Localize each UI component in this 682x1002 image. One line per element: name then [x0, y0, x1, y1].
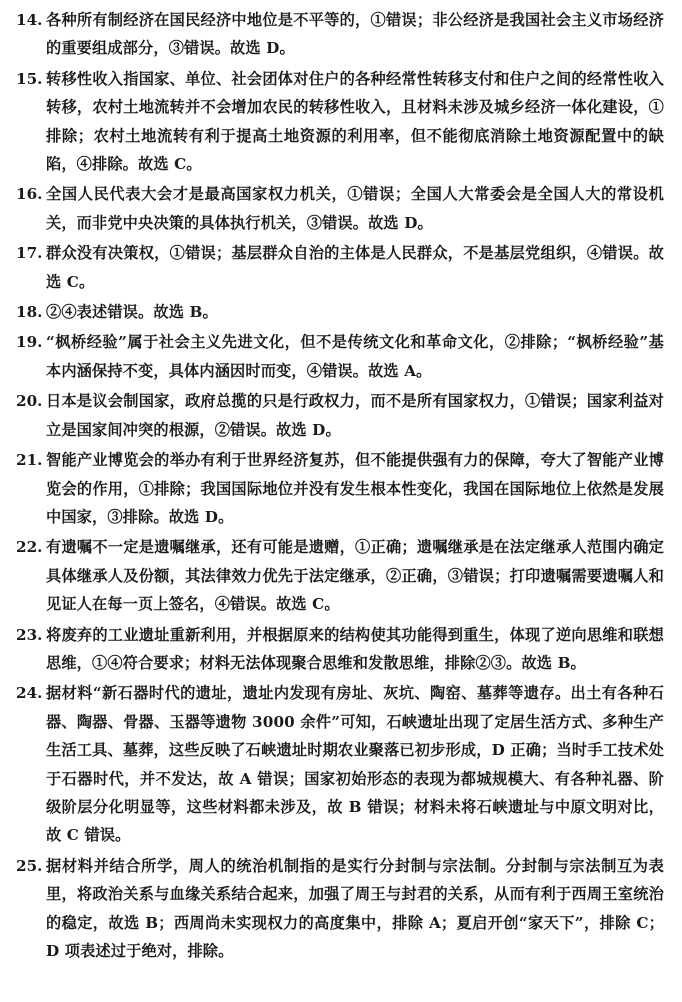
item-text: 据材料“新石器时代的遗址，遗址内发现有房址、灰坑、陶窑、墓葬等遗存。出土有各种石器、陶器、骨器、玉器等遗物 3000 余件”可知，石峡遗址出现了定居生活方式、多种生产生活工具、墓葬，这些反映了石峡遗址时期农业聚落已初步形成，D 正确；当时手工技术处于石器时代，并不发达，故 A 错误；国家初始形态的表现为都城规模大、有各种礼器、阶级阶层分化明显等，这些材料都未涉及，故 B 错误；材料未将石峡遗址与中原文明对比，故 C 错误。 [46, 684, 664, 845]
answer-item-24 [16, 679, 664, 849]
item-number: 14. [16, 11, 43, 29]
item-text: 智能产业博览会的举办有利于世界经济复苏，但不能提供强有力的保障，夸大了智能产业博览会的作用，①排除；我国国际地位并没有发生根本性变化，我国在国际地位上依然是发展中国家，③排除。故选 D。 [46, 451, 664, 526]
item-number: 19. [16, 333, 43, 352]
item-text: 将废弃的工业遗址重新利用，并根据原来的结构使其功能得到重生，体现了逆向思维和联想思维，①④符合要求；材料无法体现聚合思维和发散思维，排除②③。故选 B。 [46, 625, 664, 672]
item-number: 17. [16, 244, 43, 263]
answer-item-16 [16, 180, 664, 237]
answer-item-21 [16, 446, 664, 531]
answer-item-14 [16, 6, 664, 63]
item-text: 全国人民代表大会才是最高国家权力机关，①错误；全国人大常委会是全国人大的常设机关，而非党中央决策的具体执行机关，③错误。故选 D。 [46, 185, 664, 232]
item-text: 有遗嘱不一定是遗嘱继承，还有可能是遗赠，①正确；遗嘱继承是在法定继承人范围内确定具体继承人及份额，其法律效力优先于法定继承，②正确，③错误；打印遗嘱需要遗嘱人和见证人在每一页上签名，④错误。故选 C。 [46, 538, 664, 614]
item-number: 24. [16, 684, 43, 703]
answer-item-22 [16, 533, 664, 618]
item-text: ②④表述错误。故选 B。 [46, 303, 218, 322]
item-text: 各种所有制经济在国民经济中地位是不平等的，①错误；非公经济是我国社会主义市场经济的重要组成部分，③错误。故选 D。 [46, 11, 664, 58]
item-number: 21. [16, 451, 43, 470]
answer-item-20 [16, 387, 664, 444]
item-number: 20. [16, 392, 43, 411]
item-number: 18. [16, 303, 43, 322]
item-number: 15. [16, 69, 43, 88]
answer-item-19 [16, 328, 664, 385]
item-number: 23. [16, 625, 43, 644]
answer-item-23 [16, 621, 664, 678]
item-number: 22. [16, 538, 43, 557]
item-text: 据材料并结合所学，周人的统治机制指的是实行分封制与宗法制。分封制与宗法制互为表里，将政治关系与血缘关系结合起来，加强了周王与封君的关系，从而有利于西周王室统治的稳定，故选 B；西周尚未实现权力的高度集中，排除 A；夏启开创“家天下”，排除 C；D 项表述过于绝对，排除。 [46, 856, 664, 960]
item-number: 16. [16, 185, 43, 204]
answer-item-18 [16, 298, 664, 326]
answer-item-25 [16, 852, 664, 966]
item-text: 转移性收入指国家、单位、社会团体对住户的各种经常性转移支付和住户之间的经常性收入转移，农村土地流转并不会增加农民的转移性收入，且材料未涉及城乡经济一体化建设，①排除；农村土地流转有利于提高土地资源的利用率，但不能彻底消除土地资源配置中的缺陷，④排除。故选 C。 [46, 69, 664, 174]
answer-item-15 [16, 65, 664, 179]
item-text: 日本是议会制国家，政府总揽的只是行政权力，而不是所有国家权力，①错误；国家利益对立是国家间冲突的根源，②错误。故选 D。 [46, 392, 664, 439]
item-text: “枫桥经验”属于社会主义先进文化，但不是传统文化和革命文化，②排除；“枫桥经验”基本内涵保持不变，具体内涵因时而变，④错误。故选 A。 [46, 333, 664, 380]
item-text: 群众没有决策权，①错误；基层群众自治的主体是人民群众，不是基层党组织，④错误。故选 C。 [46, 244, 664, 291]
item-number: 25. [16, 856, 43, 875]
answer-item-17 [16, 239, 664, 296]
